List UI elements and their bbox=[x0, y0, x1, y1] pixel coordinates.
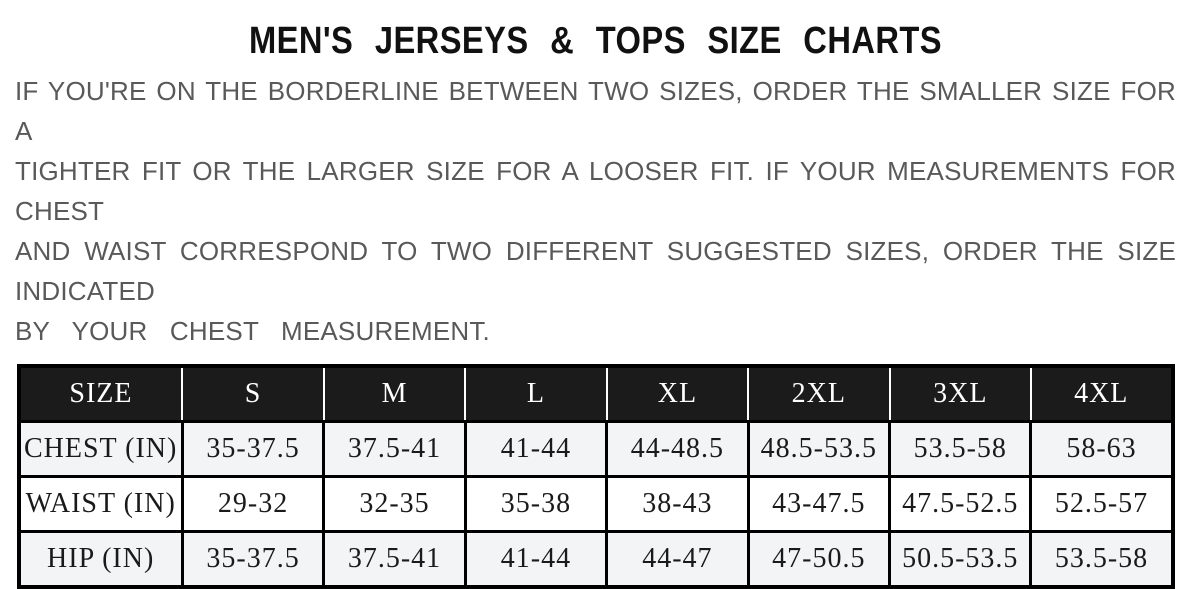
column-header: M bbox=[324, 366, 465, 422]
intro-line: TIGHTER FIT OR THE LARGER SIZE FOR A LOOSER FIT. IF YOUR MEASUREMENTS FOR CHEST bbox=[15, 156, 1176, 226]
size-cell: 35-37.5 bbox=[182, 532, 323, 588]
row-label: HIP (IN) bbox=[19, 532, 183, 588]
column-header: 2XL bbox=[748, 366, 889, 422]
column-header: SIZE bbox=[19, 366, 183, 422]
intro-line: BY YOUR CHEST MEASUREMENT. bbox=[15, 316, 490, 346]
size-cell: 41-44 bbox=[465, 532, 606, 588]
size-cell: 44-48.5 bbox=[607, 422, 748, 477]
intro-line: IF YOU'RE ON THE BORDERLINE BETWEEN TWO SIZES, ORDER THE SMALLER SIZE FOR A bbox=[15, 76, 1176, 146]
header-row bbox=[19, 366, 1173, 422]
size-cell: 38-43 bbox=[607, 477, 748, 532]
size-chart-table bbox=[17, 364, 1175, 589]
column-header: L bbox=[465, 366, 606, 422]
size-cell: 58-63 bbox=[1031, 422, 1173, 477]
column-header: 4XL bbox=[1031, 366, 1173, 422]
size-cell: 43-47.5 bbox=[748, 477, 889, 532]
column-header: XL bbox=[607, 366, 748, 422]
size-cell: 48.5-53.5 bbox=[748, 422, 889, 477]
page-title: MEN'S JERSEYS & TOPS SIZE CHARTS bbox=[248, 20, 943, 62]
size-cell: 53.5-58 bbox=[1031, 532, 1173, 588]
size-cell: 50.5-53.5 bbox=[890, 532, 1031, 588]
size-cell: 47-50.5 bbox=[748, 532, 889, 588]
table-row bbox=[19, 532, 1173, 588]
size-cell: 32-35 bbox=[324, 477, 465, 532]
row-label: CHEST (IN) bbox=[19, 422, 183, 477]
size-cell: 35-38 bbox=[465, 477, 606, 532]
size-cell: 44-47 bbox=[607, 532, 748, 588]
column-header: S bbox=[182, 366, 323, 422]
size-cell: 41-44 bbox=[465, 422, 606, 477]
intro-paragraph bbox=[15, 71, 1176, 351]
size-chart-body bbox=[19, 422, 1173, 588]
size-cell: 53.5-58 bbox=[890, 422, 1031, 477]
size-cell: 47.5-52.5 bbox=[890, 477, 1031, 532]
size-cell: 37.5-41 bbox=[324, 532, 465, 588]
size-cell: 29-32 bbox=[182, 477, 323, 532]
intro-line: AND WAIST CORRESPOND TO TWO DIFFERENT SUGGESTED SIZES, ORDER THE SIZE INDICATED bbox=[15, 236, 1176, 306]
size-cell: 37.5-41 bbox=[324, 422, 465, 477]
row-label: WAIST (IN) bbox=[19, 477, 183, 532]
size-chart-header bbox=[19, 366, 1173, 422]
column-header: 3XL bbox=[890, 366, 1031, 422]
size-cell: 35-37.5 bbox=[182, 422, 323, 477]
size-cell: 52.5-57 bbox=[1031, 477, 1173, 532]
table-row bbox=[19, 422, 1173, 477]
table-row bbox=[19, 477, 1173, 532]
